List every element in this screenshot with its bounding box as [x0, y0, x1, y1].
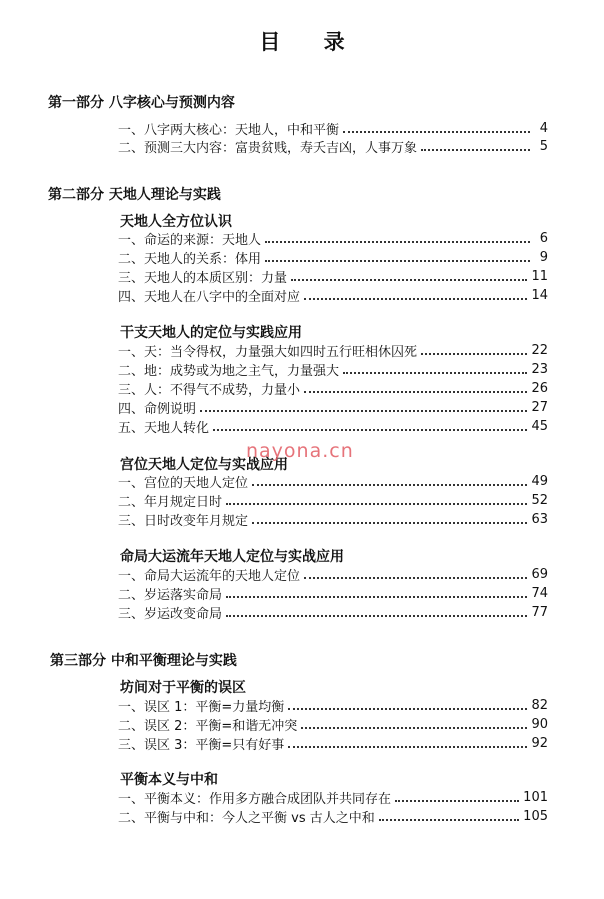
toc-entry-text: 二、预测三大内容：富贵贫贱，寿夭吉凶，人事万象 [118, 140, 418, 156]
section-heading: 天地人全方位认识 [120, 214, 232, 230]
toc-entry[interactable] [118, 119, 548, 137]
toc-entry[interactable] [118, 603, 548, 621]
toc-entry[interactable] [118, 807, 548, 825]
toc-entry[interactable] [118, 472, 548, 490]
toc-entry-text: 二、年月规定日时 [118, 494, 223, 510]
dot-leader [213, 428, 527, 431]
toc-entry-page: 45 [531, 418, 548, 434]
dot-leader [304, 390, 527, 393]
toc-entry-page: 27 [531, 399, 548, 415]
toc-entry[interactable] [118, 360, 548, 378]
dot-leader [304, 297, 527, 300]
toc-entry-text: 一、八字两大核心：天地人，中和平衡 [118, 122, 340, 138]
dot-leader [421, 148, 530, 151]
dot-leader [226, 595, 527, 598]
toc-entry-text: 三、日时改变年月规定 [118, 513, 249, 529]
toc-entry[interactable] [118, 286, 548, 304]
toc-entry-text: 二、地：成势或为地之主气，力量强大 [118, 363, 340, 379]
toc-entry-page: 74 [531, 585, 548, 601]
toc-entry-text: 四、命例说明 [118, 401, 197, 417]
section-heading: 宫位天地人定位与实战应用 [120, 457, 288, 473]
toc-entry-page: 101 [523, 789, 548, 805]
toc-entry-text: 五、天地人转化 [118, 420, 210, 436]
toc-entry-text: 三、人：不得气不成势，力量小 [118, 382, 301, 398]
toc-entry[interactable] [118, 248, 548, 266]
toc-entry-text: 一、命运的来源：天地人 [118, 232, 262, 248]
toc-entry-page: 14 [531, 287, 548, 303]
toc-entry-text: 一、宫位的天地人定位 [118, 475, 249, 491]
dot-leader [252, 483, 527, 486]
toc-entry-text: 一、误区 1：平衡=力量均衡 [118, 699, 285, 715]
toc-entry-page: 4 [539, 120, 548, 136]
dot-leader [288, 745, 527, 748]
toc-entry-text: 三、岁运改变命局 [118, 606, 223, 622]
toc-entry-page: 77 [531, 604, 548, 620]
toc-entry[interactable] [118, 734, 548, 752]
part-2-heading: 第二部分 天地人理论与实践 [48, 187, 221, 203]
toc-entry[interactable] [118, 788, 548, 806]
toc-entry[interactable] [118, 398, 548, 416]
dot-leader [265, 259, 530, 262]
toc-entry[interactable] [118, 229, 548, 247]
dot-leader [265, 240, 530, 243]
toc-entry[interactable] [118, 267, 548, 285]
dot-leader [395, 799, 519, 802]
toc-entry-page: 23 [531, 361, 548, 377]
dot-leader [226, 502, 527, 505]
toc-entry[interactable] [118, 715, 548, 733]
dot-leader [291, 278, 527, 281]
section-heading: 平衡本义与中和 [120, 772, 218, 788]
toc-entry[interactable] [118, 696, 548, 714]
toc-entry-text: 四、天地人在八字中的全面对应 [118, 289, 301, 305]
toc-entry-page: 9 [539, 249, 548, 265]
toc-entry[interactable] [118, 510, 548, 528]
toc-entry-text: 二、误区 2：平衡=和谐无冲突 [118, 718, 298, 734]
dot-leader [301, 726, 527, 729]
toc-entry-page: 92 [531, 735, 548, 751]
dot-leader [343, 371, 527, 374]
toc-entry-page: 52 [531, 492, 548, 508]
dot-leader [252, 521, 527, 524]
dot-leader [343, 130, 530, 133]
toc-entry-page: 105 [523, 808, 548, 824]
toc-entry-page: 22 [531, 342, 548, 358]
toc-entry[interactable] [118, 417, 548, 435]
toc-entry[interactable] [118, 584, 548, 602]
dot-leader [226, 614, 527, 617]
toc-entry[interactable] [118, 379, 548, 397]
dot-leader [379, 818, 519, 821]
toc-entry-text: 三、天地人的本质区别：力量 [118, 270, 288, 286]
toc-entry-page: 90 [531, 716, 548, 732]
toc-entry-page: 11 [531, 268, 548, 284]
dot-leader [304, 576, 527, 579]
section-heading: 命局大运流年天地人定位与实战应用 [120, 549, 344, 565]
section-heading: 干支天地人的定位与实践应用 [120, 325, 302, 341]
dot-leader [200, 409, 527, 412]
toc-entry-page: 6 [539, 230, 548, 246]
dot-leader [421, 352, 527, 355]
toc-entry-page: 63 [531, 511, 548, 527]
watermark-text: nayona.cn [246, 440, 354, 462]
toc-entry-page: 5 [539, 138, 548, 154]
toc-entry-page: 49 [531, 473, 548, 489]
toc-entry-text: 三、误区 3：平衡=只有好事 [118, 737, 285, 753]
part-1-heading: 第一部分 八字核心与预测内容 [48, 95, 235, 111]
toc-entry-text: 一、命局大运流年的天地人定位 [118, 568, 301, 584]
toc-entry[interactable] [118, 565, 548, 583]
toc-entry-page: 82 [531, 697, 548, 713]
toc-entry-text: 一、平衡本义：作用多方融合成团队并共同存在 [118, 791, 392, 807]
page-title: 目 录 [259, 30, 363, 54]
toc-entry-text: 二、天地人的关系：体用 [118, 251, 262, 267]
toc-entry-page: 26 [531, 380, 548, 396]
toc-entry-text: 一、天：当令得权，力量强大如四时五行旺相休囚死 [118, 344, 418, 360]
toc-entry[interactable] [118, 491, 548, 509]
toc-entry[interactable] [118, 137, 548, 155]
toc-entry-text: 二、平衡与中和：今人之平衡 vs 古人之中和 [118, 810, 375, 826]
toc-entry-text: 二、岁运落实命局 [118, 587, 223, 603]
toc-entry-page: 69 [531, 566, 548, 582]
section-heading: 坊间对于平衡的误区 [120, 680, 246, 696]
part-3-heading: 第三部分 中和平衡理论与实践 [50, 653, 237, 669]
toc-entry[interactable] [118, 341, 548, 359]
dot-leader [288, 707, 527, 710]
